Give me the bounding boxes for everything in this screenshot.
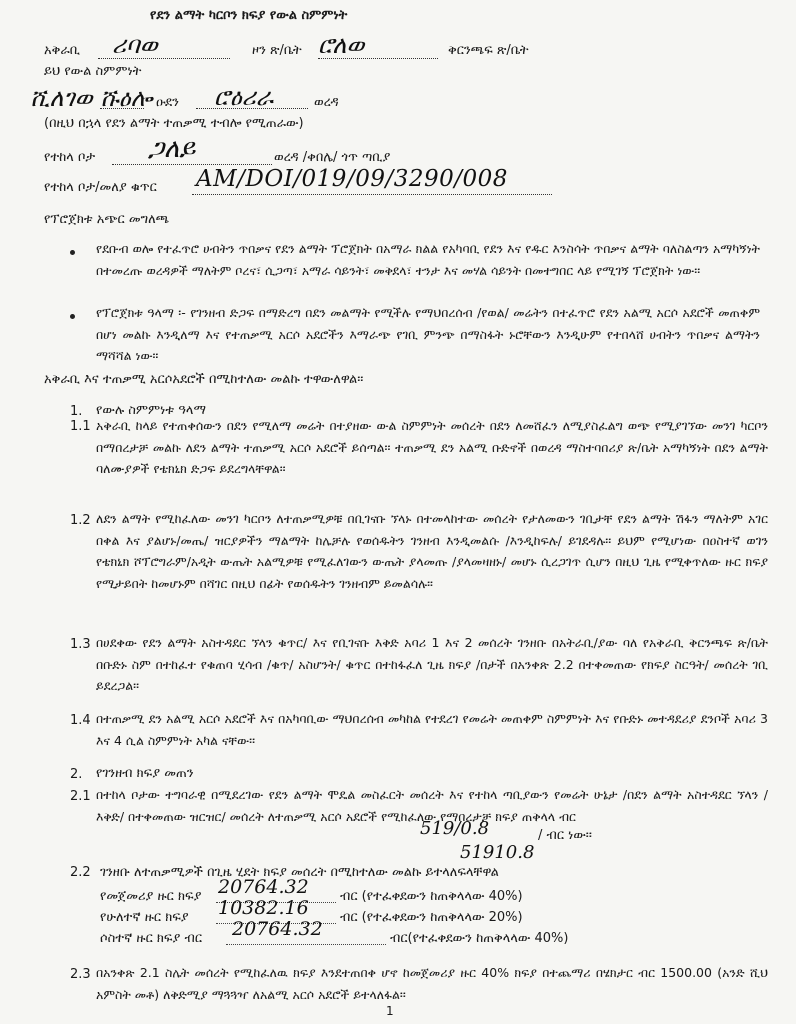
clause-number: 1.1 (70, 419, 91, 434)
section-number: 2. (70, 767, 83, 782)
kebele-handwriting: ጋለይ (148, 134, 196, 164)
clause-text: በተጠቃሚ ደን አልሚ አርሶ አደሮች እና በአካባቢው ማህበረሰብ መካከል የተደረገ የመሬት መጠቀም ስምምነት እና የቡድኑ መተዳደሪያ ደንቦች አባሪ 3 እና 4 ሲል ስምምነት አካል ናቸው፡፡ (96, 711, 768, 748)
org-label: ዞን ጽ/ቤት (252, 43, 302, 58)
clause-text: በአንቀጽ 2.1 ስሌት መሰረት የሚከፈለዉ ክፍያ እንደተጠበቀ ሆኖ ከመጀመሪያ ዙር 40% ክፍያ በተጨማሪ በሄክታር ብር 1500.00 (አንድ ሺህ አምስት መቶ) ለቅድሚያ ማጓጓዣ ለአልሚ አርሶ አደሮች ይተላለፋል፡፡ (96, 965, 768, 1002)
section-title: የገንዘብ ክፍያ መጠን (96, 766, 194, 781)
bullet-item: የፕሮጀክቱ ዓላማ ፡- የገንዘብ ድጋፍ በማድረግ በደን መልማት የሚችሉ የማህበረሰብ /የወል/ መሬትን በተፈጥሮ የደን አልሚ አርሶ አደሮች መጠቀም በሆነ መልኩ እንዲለማ እና የተጠቃሚ አርሶ አደሮችን እማራጭ የገቢ ምንጭ በማስፋት ኑሮቸውን እንዲሁም የተበላሸ ሀብትን ጥበቃና ልማትን ማሻሻል ነው፡፡ (96, 305, 760, 363)
bullet-dot (70, 314, 75, 319)
payment-row-suffix: ብር (የተፈቀደውን ከጠቅላላው 20%) (340, 910, 523, 925)
clause-number: 1.4 (70, 713, 91, 728)
kebele-suffix: ወረዳ /ቀበሌ/ ጎጥ ጣቢያ (274, 150, 391, 165)
org-handwriting: ሮለወ (318, 31, 365, 59)
clause-text: ለደን ልማት የሚከፈለው መንገ ካርቦን ለተጠቃሚዎቹ በቢገናቡ ኘላኑ በተመላከተው መሰረት የታለመውን ገቢታቸ የደን ልማት ሽፋን ማለትም አገር በቀል እና ያልሆኑ/መጤ/ ዝርያዎችን ማልማት ከሌቻሉ የወሰዱትን ገንዘብ እንዲመልሱ /እንዲከፍሉ/ ይገደዳሉ፡፡ ይህም የሚሆነው በዐስተኛ ወገን የቴክኒክ ሾፕሮግራም/አዲት ውጤት አልሚዎቹ የሚፈለገውን ውጤት ያላመጡ /ያላመዛዘኑ/ መሆኑ ሲረጋገጥ ሲሆን በዚህ ጊዜ የሚቀጥለው ዙር ክፍያ የሚታይበት ከመሆኑም በሻገር በዚህ በፊት የወሰዱትን ገንዘብም ይመልሳሉ፡፡ (96, 511, 769, 591)
total-amount-handwriting-2: 51910.8 (460, 842, 535, 863)
document-title: የደን ልማት ካርቦን ክፍያ የውል ስምምነት (150, 8, 348, 23)
name-line (100, 108, 144, 109)
name-handwriting: ሺለገወ ሹዕሎ (30, 84, 153, 112)
wereda-handwriting: ሮዕሪራ (214, 83, 274, 111)
payment-intro: ገንዘቡ ለተጠቃሚዎች በጊዜ ሂደት ክፍያ መሰረት በሚከተለው መልኩ ይተላለፍላቸዋል (100, 865, 499, 880)
payment-row-amount: 20764.32 (232, 918, 323, 940)
clause-text: አቅራቢ ከላይ የተጠቀሰውን በደን የሚለማ መሬት በተያዘው ውል ስምምነት መሰረት በደን ለመሸፈን ለሚያስፈልግ ወጭ የሚያገኘው መንገ ካርቦን በማበረታቻ መልኩ ለደን ልማት ተጠቃሚ አርሶ አደሮች ይሰጣል፡፡ ተጠቃሚ ደን አልሚ ቡድኖች በወረዳ ማስተባበሪያ ጽ/ቤት አማካኝነት በደን ልማት ባለሙያዎች የቴክኒክ ድጋፍ ይደረግላቸዋል፡፡ (96, 418, 768, 476)
clause-text: በተከላ ቦታው ተግባራዊ በሚደረገው የደን ልማት ሞዴል መስፈርት መሰረት እና የተከላ ጣቢያውን የመሬት ሁኔታ /በደን ልማት አስተዳደር ኘላን /እቅድ/ በተቀመጠው ዝርዝር/ መሰረት ለተጠቃሚ አርሶ አደሮች የሚከፈለው የማበረታቻ ክፍያ ጠቅላላ ብር (96, 787, 768, 824)
clause-number: 2.2 (70, 865, 91, 880)
kebele-label: የተከላ ቦታ (44, 150, 96, 165)
bullet-item: የደቡብ ወሎ የተፈጥሮ ሀብትን ጥበቃና የደን ልማት ፕሮጀክት በአማራ ክልል የአካባቢ የደን እና የዱር እንስሳት ጥበቃና ልማት ባለስልጣን አማካኝነት በተመረጡ ወረዳዎች ማለትም ቦረና፣ ሲጋጣ፣ አማራ ሳይንት፣ መቅደላ፣ ተንታ እና መሃል ሳይንት በመተግበር ላይ የሚገኝ ፕሮጀክት ነው፡፡ (96, 241, 760, 278)
signer-label: አቅራቢ (44, 43, 80, 58)
payment-row-suffix: ብር (የተፈቀደውን ከጠቅላላው 40%) (340, 889, 523, 904)
total-amount-suffix: / ብር ነው፡፡ (538, 828, 592, 843)
project-summary-title: የፕሮጀክቱ አጭር መግለጫ (44, 212, 170, 227)
total-amount-handwriting: 519/0.8 (420, 818, 490, 839)
wereda-suffix: ወረዳ (314, 95, 339, 110)
id-handwriting: AM/DOI/019/09/3290/008 (196, 166, 508, 192)
clause-number: 1.2 (70, 513, 91, 528)
payment-row-label: የመጀመሪያ ዙር ክፍያ (100, 889, 202, 904)
bullet-dot (70, 250, 75, 255)
payment-row-amount: 10382.16 (218, 897, 309, 919)
id-label: የተከላ ቦታ/መለያ ቁጥር (44, 180, 157, 195)
clause-number: 1.3 (70, 637, 91, 652)
id-line (192, 194, 552, 195)
agreement-intro: አቅራቢ እና ተጠቃሚ አርሶአደሮች በሚከተለው መልኩ ተዋውለዋል፡፡ (44, 372, 364, 387)
clause-number: 2.1 (70, 789, 91, 804)
payment-row-line (226, 944, 386, 945)
section-number: 1. (70, 404, 83, 419)
sub-label: ይህ የውል ስምምነት (44, 64, 142, 79)
section-title: የውሉ ስምምነቱ ዓላማ (96, 403, 206, 418)
clause-number: 2.3 (70, 967, 91, 982)
payment-row-suffix: ብር(የተፈቀደውን ከጠቅላላው 40%) (390, 931, 569, 946)
payment-row-label: የሁለተኛ ዙር ክፍያ (100, 910, 189, 925)
page-number: 1 (386, 1004, 394, 1018)
payment-row-amount: 20764.32 (218, 876, 309, 898)
signer-handwriting: ሪባወ (112, 31, 158, 59)
wereda-label: ዑደን (156, 95, 179, 110)
note-text: (በዚህ በኋላ የደን ልማት ተጠቃሚ ተብሎ የሚጠራው) (44, 116, 304, 131)
payment-row-label: ሶስተኛ ዙር ክፍያ ብር (100, 931, 203, 946)
org-suffix: ቅርንጫፍ ጽ/ቤት (448, 43, 529, 58)
clause-text: በሀደቀው የደን ልማት አስተዳደር ኘላን ቁጥር/ እና የቢገናቡ እቅድ አባሪ 1 እና 2 መሰረት ገንዘቡ በአትራቢ/ያው ባለ የአቅራቢ ቅርንጫፍ ጽ/ቤት በቡድኑ ስም በተከፈተ የቁጠባ ሂሳብ /ቁጥ/ አስሆንት/ ቁጥር በተከፋፈለ ጊዜ ክፍያ /በታች በአንቀጽ 2.2 በተቀመጠው የክፍያ ስርዓት/ መሰረት ገቢ ይደረጋል፡፡ (96, 635, 768, 693)
